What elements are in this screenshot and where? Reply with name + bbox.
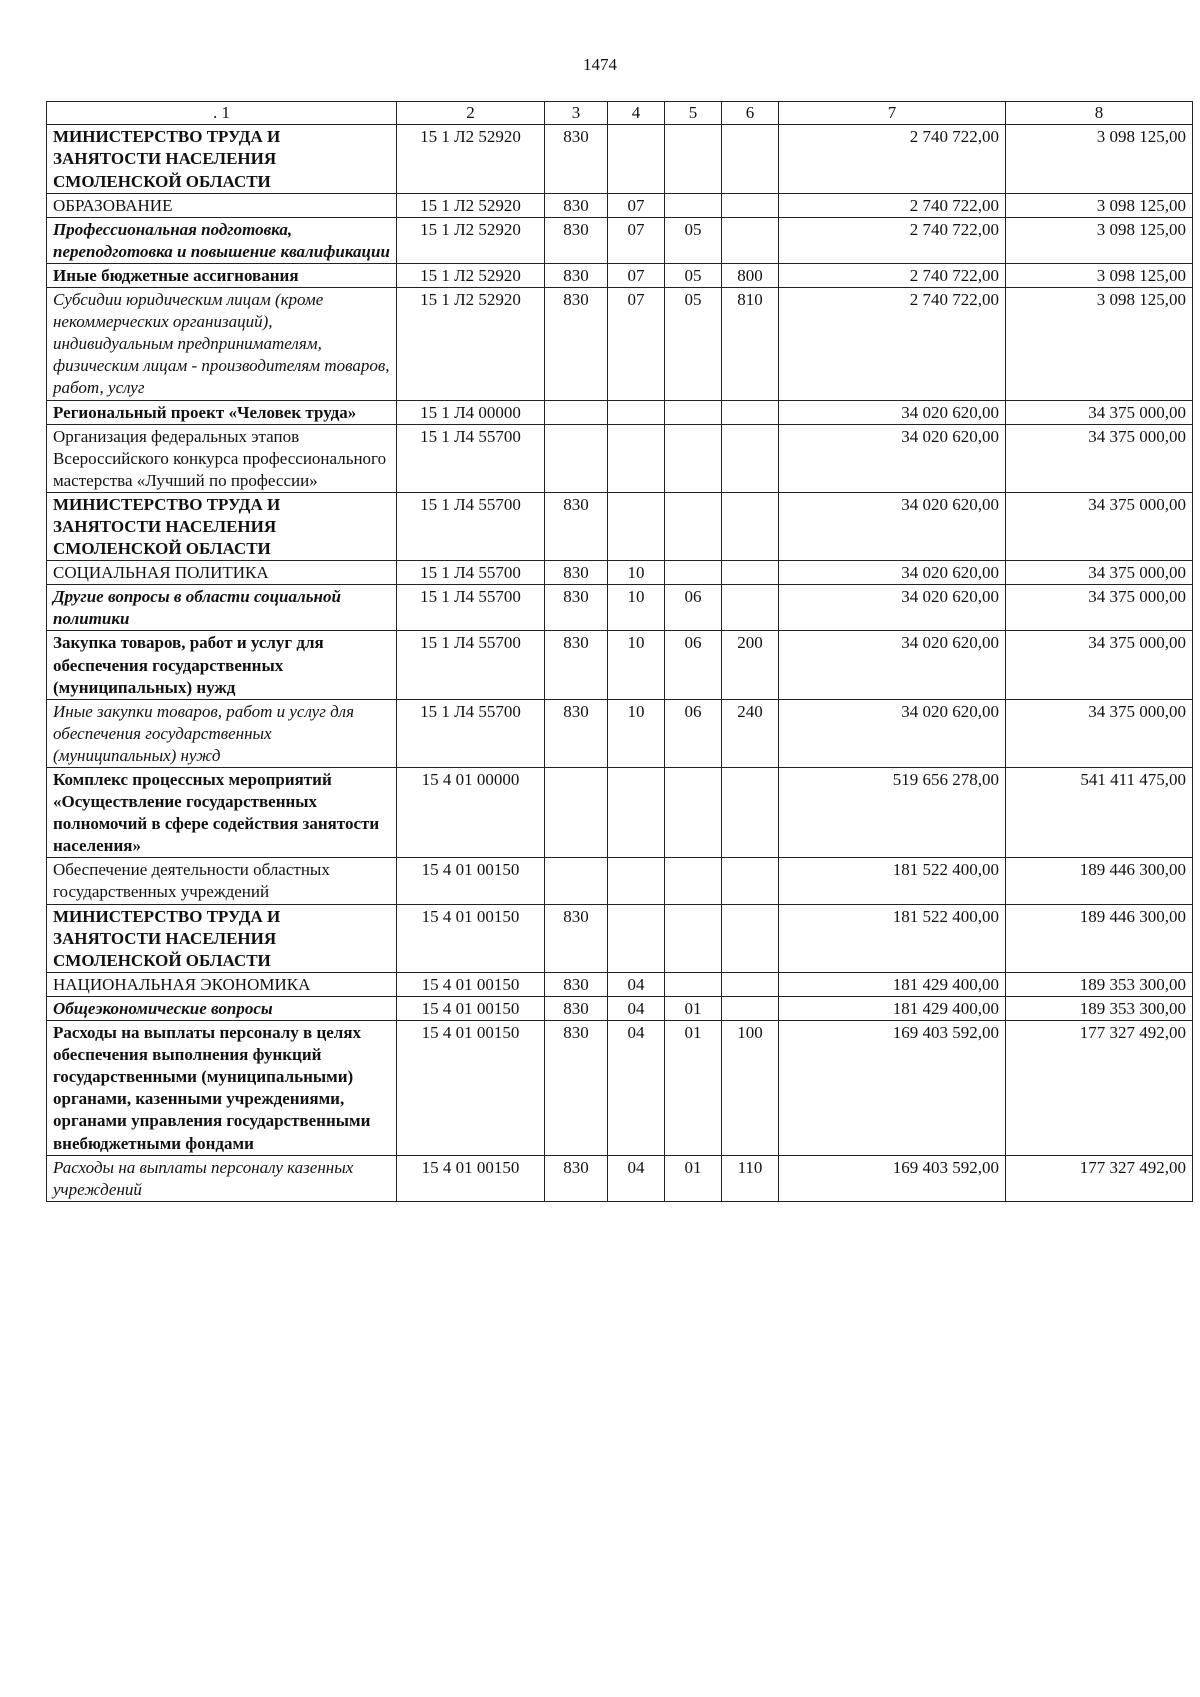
- gr-code: [545, 400, 608, 424]
- table-row: [47, 1155, 1193, 1201]
- table-row: [47, 492, 1193, 560]
- row-name: Закупка товаров, работ и услуг для обеспечения государственных (муниципальных) нужд: [47, 631, 397, 699]
- gr-code: 830: [545, 263, 608, 287]
- target-article-code: 15 1 Л4 55700: [397, 585, 545, 631]
- rz-code: [608, 768, 665, 858]
- target-article-code: 15 1 Л2 52920: [397, 125, 545, 193]
- table-row: [47, 631, 1193, 699]
- amount-year-2: 189 353 300,00: [1006, 972, 1193, 996]
- amount-year-1: 34 020 620,00: [779, 585, 1006, 631]
- table-row: [47, 561, 1193, 585]
- amount-year-1: 519 656 278,00: [779, 768, 1006, 858]
- pr-code: [665, 768, 722, 858]
- vr-code: 240: [722, 699, 779, 767]
- vr-code: [722, 424, 779, 492]
- page-number: 1474: [583, 55, 617, 74]
- rz-code: 10: [608, 561, 665, 585]
- column-header-1: . 1: [47, 102, 397, 125]
- table-header-row: [47, 102, 1193, 125]
- row-name: СОЦИАЛЬНАЯ ПОЛИТИКА: [47, 561, 397, 585]
- amount-year-1: 181 429 400,00: [779, 996, 1006, 1020]
- pr-code: 01: [665, 996, 722, 1020]
- gr-code: 830: [545, 585, 608, 631]
- vr-code: [722, 996, 779, 1020]
- gr-code: [545, 424, 608, 492]
- target-article-code: 15 4 01 00150: [397, 1021, 545, 1156]
- target-article-code: 15 1 Л4 00000: [397, 400, 545, 424]
- row-name: НАЦИОНАЛЬНАЯ ЭКОНОМИКА: [47, 972, 397, 996]
- row-name: МИНИСТЕРСТВО ТРУДА И ЗАНЯТОСТИ НАСЕЛЕНИЯ СМОЛЕНСКОЙ ОБЛАСТИ: [47, 125, 397, 193]
- table-row: [47, 400, 1193, 424]
- target-article-code: 15 4 01 00150: [397, 996, 545, 1020]
- rz-code: [608, 424, 665, 492]
- amount-year-2: 177 327 492,00: [1006, 1155, 1193, 1201]
- target-article-code: 15 4 01 00150: [397, 1155, 545, 1201]
- table-row: [47, 585, 1193, 631]
- rz-code: [608, 492, 665, 560]
- target-article-code: 15 1 Л4 55700: [397, 492, 545, 560]
- pr-code: [665, 424, 722, 492]
- pr-code: [665, 400, 722, 424]
- amount-year-1: 169 403 592,00: [779, 1021, 1006, 1156]
- amount-year-2: 177 327 492,00: [1006, 1021, 1193, 1156]
- row-name: Иные закупки товаров, работ и услуг для обеспечения государственных (муниципальных) нужд: [47, 699, 397, 767]
- table-row: [47, 217, 1193, 263]
- amount-year-2: 34 375 000,00: [1006, 400, 1193, 424]
- column-header-5: 5: [665, 102, 722, 125]
- rz-code: 10: [608, 699, 665, 767]
- pr-code: 01: [665, 1021, 722, 1156]
- amount-year-2: 34 375 000,00: [1006, 699, 1193, 767]
- rz-code: 04: [608, 996, 665, 1020]
- target-article-code: 15 4 01 00000: [397, 768, 545, 858]
- column-header-6: 6: [722, 102, 779, 125]
- rz-code: [608, 125, 665, 193]
- rz-code: 07: [608, 263, 665, 287]
- gr-code: 830: [545, 996, 608, 1020]
- amount-year-1: 34 020 620,00: [779, 631, 1006, 699]
- target-article-code: 15 1 Л4 55700: [397, 561, 545, 585]
- amount-year-1: 34 020 620,00: [779, 400, 1006, 424]
- rz-code: 10: [608, 585, 665, 631]
- vr-code: 100: [722, 1021, 779, 1156]
- table-row: [47, 424, 1193, 492]
- pr-code: [665, 193, 722, 217]
- amount-year-1: 181 429 400,00: [779, 972, 1006, 996]
- rz-code: 04: [608, 1021, 665, 1156]
- column-header-8: 8: [1006, 102, 1193, 125]
- gr-code: 830: [545, 492, 608, 560]
- amount-year-1: 34 020 620,00: [779, 699, 1006, 767]
- rz-code: 04: [608, 972, 665, 996]
- row-name: Иные бюджетные ассигнования: [47, 263, 397, 287]
- table-row: [47, 904, 1193, 972]
- rz-code: 07: [608, 288, 665, 400]
- pr-code: 01: [665, 1155, 722, 1201]
- amount-year-2: 189 353 300,00: [1006, 996, 1193, 1020]
- vr-code: 810: [722, 288, 779, 400]
- vr-code: [722, 125, 779, 193]
- amount-year-2: 541 411 475,00: [1006, 768, 1193, 858]
- vr-code: [722, 492, 779, 560]
- target-article-code: 15 4 01 00150: [397, 972, 545, 996]
- pr-code: 05: [665, 217, 722, 263]
- row-name: Субсидии юридическим лицам (кроме некоммерческих организаций), индивидуальным предпринимателям, физическим лицам - производителям товаров, работ, услуг: [47, 288, 397, 400]
- amount-year-2: 34 375 000,00: [1006, 585, 1193, 631]
- vr-code: [722, 193, 779, 217]
- column-header-4: 4: [608, 102, 665, 125]
- target-article-code: 15 1 Л4 55700: [397, 424, 545, 492]
- amount-year-2: 3 098 125,00: [1006, 288, 1193, 400]
- vr-code: [722, 561, 779, 585]
- amount-year-1: 2 740 722,00: [779, 288, 1006, 400]
- amount-year-1: 34 020 620,00: [779, 492, 1006, 560]
- gr-code: 830: [545, 125, 608, 193]
- pr-code: [665, 858, 722, 904]
- target-article-code: 15 1 Л4 55700: [397, 631, 545, 699]
- gr-code: 830: [545, 904, 608, 972]
- rz-code: 04: [608, 1155, 665, 1201]
- amount-year-2: 3 098 125,00: [1006, 217, 1193, 263]
- amount-year-1: 2 740 722,00: [779, 263, 1006, 287]
- vr-code: [722, 217, 779, 263]
- table-row: [47, 699, 1193, 767]
- gr-code: 830: [545, 631, 608, 699]
- table-row: [47, 972, 1193, 996]
- row-name: МИНИСТЕРСТВО ТРУДА И ЗАНЯТОСТИ НАСЕЛЕНИЯ СМОЛЕНСКОЙ ОБЛАСТИ: [47, 904, 397, 972]
- table-row: [47, 125, 1193, 193]
- target-article-code: 15 1 Л2 52920: [397, 288, 545, 400]
- vr-code: [722, 585, 779, 631]
- gr-code: 830: [545, 288, 608, 400]
- amount-year-2: 34 375 000,00: [1006, 424, 1193, 492]
- target-article-code: 15 4 01 00150: [397, 858, 545, 904]
- gr-code: 830: [545, 699, 608, 767]
- vr-code: 200: [722, 631, 779, 699]
- pr-code: 05: [665, 288, 722, 400]
- rz-code: [608, 904, 665, 972]
- column-header-7: 7: [779, 102, 1006, 125]
- table-row: [47, 263, 1193, 287]
- gr-code: [545, 858, 608, 904]
- vr-code: [722, 972, 779, 996]
- row-name: Региональный проект «Человек труда»: [47, 400, 397, 424]
- target-article-code: 15 1 Л2 52920: [397, 217, 545, 263]
- amount-year-2: 3 098 125,00: [1006, 263, 1193, 287]
- rz-code: [608, 400, 665, 424]
- pr-code: [665, 972, 722, 996]
- amount-year-2: 189 446 300,00: [1006, 904, 1193, 972]
- gr-code: 830: [545, 561, 608, 585]
- table-row: [47, 996, 1193, 1020]
- amount-year-2: 34 375 000,00: [1006, 631, 1193, 699]
- amount-year-1: 169 403 592,00: [779, 1155, 1006, 1201]
- target-article-code: 15 4 01 00150: [397, 904, 545, 972]
- rz-code: 10: [608, 631, 665, 699]
- row-name: Профессиональная подготовка, переподготовка и повышение квалификации: [47, 217, 397, 263]
- target-article-code: 15 1 Л4 55700: [397, 699, 545, 767]
- pr-code: 06: [665, 631, 722, 699]
- vr-code: [722, 858, 779, 904]
- row-name: Комплекс процессных мероприятий «Осуществление государственных полномочий в сфере содействия занятости населения»: [47, 768, 397, 858]
- amount-year-1: 2 740 722,00: [779, 217, 1006, 263]
- gr-code: 830: [545, 193, 608, 217]
- amount-year-2: 3 098 125,00: [1006, 193, 1193, 217]
- amount-year-1: 181 522 400,00: [779, 904, 1006, 972]
- table-row: [47, 768, 1193, 858]
- table-row: [47, 1021, 1193, 1156]
- pr-code: 05: [665, 263, 722, 287]
- budget-table: [46, 101, 1193, 1202]
- target-article-code: 15 1 Л2 52920: [397, 193, 545, 217]
- vr-code: [722, 768, 779, 858]
- row-name: ОБРАЗОВАНИЕ: [47, 193, 397, 217]
- amount-year-2: 34 375 000,00: [1006, 492, 1193, 560]
- amount-year-1: 181 522 400,00: [779, 858, 1006, 904]
- row-name: Расходы на выплаты персоналу в целях обеспечения выполнения функций государственными (муниципальными) органами, казенными учреждениями, органами управления государственными внебюджетными фондами: [47, 1021, 397, 1156]
- gr-code: 830: [545, 217, 608, 263]
- rz-code: 07: [608, 193, 665, 217]
- amount-year-2: 189 446 300,00: [1006, 858, 1193, 904]
- row-name: Обеспечение деятельности областных государственных учреждений: [47, 858, 397, 904]
- row-name: Общеэкономические вопросы: [47, 996, 397, 1020]
- pr-code: [665, 561, 722, 585]
- column-header-2: 2: [397, 102, 545, 125]
- pr-code: 06: [665, 699, 722, 767]
- gr-code: 830: [545, 1155, 608, 1201]
- rz-code: 07: [608, 217, 665, 263]
- table-row: [47, 288, 1193, 400]
- vr-code: 800: [722, 263, 779, 287]
- vr-code: [722, 400, 779, 424]
- column-header-3: 3: [545, 102, 608, 125]
- pr-code: [665, 125, 722, 193]
- gr-code: 830: [545, 972, 608, 996]
- amount-year-1: 34 020 620,00: [779, 424, 1006, 492]
- gr-code: [545, 768, 608, 858]
- pr-code: [665, 904, 722, 972]
- table-row: [47, 858, 1193, 904]
- rz-code: [608, 858, 665, 904]
- gr-code: 830: [545, 1021, 608, 1156]
- amount-year-1: 34 020 620,00: [779, 561, 1006, 585]
- row-name: Другие вопросы в области социальной политики: [47, 585, 397, 631]
- amount-year-1: 2 740 722,00: [779, 193, 1006, 217]
- amount-year-2: 3 098 125,00: [1006, 125, 1193, 193]
- amount-year-1: 2 740 722,00: [779, 125, 1006, 193]
- target-article-code: 15 1 Л2 52920: [397, 263, 545, 287]
- pr-code: [665, 492, 722, 560]
- vr-code: [722, 904, 779, 972]
- row-name: МИНИСТЕРСТВО ТРУДА И ЗАНЯТОСТИ НАСЕЛЕНИЯ СМОЛЕНСКОЙ ОБЛАСТИ: [47, 492, 397, 560]
- row-name: Расходы на выплаты персоналу казенных учреждений: [47, 1155, 397, 1201]
- table-row: [47, 193, 1193, 217]
- pr-code: 06: [665, 585, 722, 631]
- vr-code: 110: [722, 1155, 779, 1201]
- row-name: Организация федеральных этапов Всероссийского конкурса профессионального мастерства «Лучший по профессии»: [47, 424, 397, 492]
- amount-year-2: 34 375 000,00: [1006, 561, 1193, 585]
